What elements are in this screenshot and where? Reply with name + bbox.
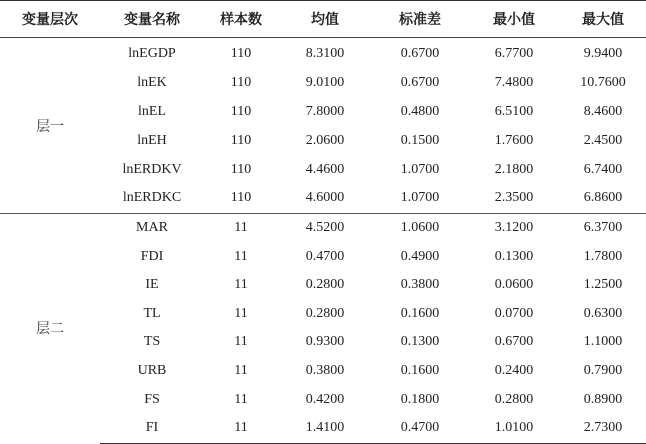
header-variable-level: 变量层次 <box>0 1 100 38</box>
variable-name-cell: lnEH <box>137 132 167 148</box>
max-cell: 6.8600 <box>583 190 623 206</box>
min-cell: 0.2400 <box>494 363 534 379</box>
max-cell: 8.4600 <box>583 103 623 119</box>
header-std-dev: 标准差 <box>372 1 468 38</box>
header-mean: 均值 <box>278 1 372 38</box>
std-dev-cell: 0.6700 <box>400 75 440 91</box>
std-dev-cell: 0.1800 <box>400 391 440 407</box>
header-min: 最小值 <box>468 1 560 38</box>
sample-size-cell: 110 <box>230 161 252 177</box>
mean-cell: 0.2800 <box>305 277 345 293</box>
sample-size-cell: 11 <box>234 363 248 379</box>
std-dev-cell: 0.1500 <box>400 132 440 148</box>
std-dev-cell: 0.4900 <box>400 248 440 264</box>
std-dev-cell: 0.1600 <box>400 363 440 379</box>
sample-size-cell: 11 <box>234 334 248 350</box>
sample-size-cell: 110 <box>230 190 252 206</box>
min-cell: 2.3500 <box>494 190 534 206</box>
sample-size-cell: 110 <box>230 75 252 91</box>
variable-name-cell: FI <box>100 414 204 443</box>
variable-name-cell: TL <box>143 305 161 321</box>
std-dev-cell: 0.6700 <box>400 46 440 62</box>
sample-size-cell: 11 <box>234 391 248 407</box>
mean-cell: 0.2800 <box>305 305 345 321</box>
min-cell: 6.7700 <box>494 46 534 62</box>
mean-cell: 0.3800 <box>305 363 345 379</box>
min-cell: 1.0100 <box>468 414 560 443</box>
mean-cell: 0.9300 <box>305 334 345 350</box>
max-cell: 2.4500 <box>583 132 623 148</box>
header-max: 最大值 <box>560 1 646 38</box>
max-cell: 6.3700 <box>560 213 646 242</box>
std-dev-cell: 0.1600 <box>400 305 440 321</box>
variable-name-cell: lnERDKV <box>122 161 182 177</box>
std-dev-cell: 1.0700 <box>400 190 440 206</box>
mean-cell: 4.4600 <box>305 161 345 177</box>
layer-label: 层二 <box>0 213 100 443</box>
max-cell: 1.1000 <box>583 334 623 350</box>
sample-size-cell: 11 <box>204 414 278 443</box>
variable-name-cell: IE <box>145 277 159 293</box>
mean-cell: 4.5200 <box>278 213 372 242</box>
min-cell: 0.0700 <box>494 305 534 321</box>
max-cell: 1.2500 <box>583 277 623 293</box>
mean-cell: 8.3100 <box>305 46 345 62</box>
std-dev-cell: 0.4800 <box>400 103 440 119</box>
sample-size-cell: 11 <box>234 277 248 293</box>
layer-label: 层一 <box>36 119 64 136</box>
variable-name-cell: MAR <box>100 213 204 242</box>
table-header <box>0 1 646 38</box>
min-cell: 0.1300 <box>494 248 534 264</box>
max-cell: 0.8900 <box>583 391 623 407</box>
variable-name-cell: lnEGDP <box>128 46 176 62</box>
table-row <box>0 213 646 242</box>
max-cell: 1.7800 <box>583 248 623 264</box>
variable-name-cell: FS <box>144 391 160 407</box>
std-dev-cell: 0.3800 <box>400 277 440 293</box>
variable-name-cell: TS <box>143 334 161 350</box>
max-cell: 0.6300 <box>583 305 623 321</box>
max-cell: 2.7300 <box>560 414 646 443</box>
sample-size-cell: 11 <box>234 248 248 264</box>
layer-two-group <box>0 213 646 443</box>
mean-cell: 2.0600 <box>305 132 345 148</box>
variable-name-cell: lnEK <box>137 75 167 91</box>
min-cell: 6.5100 <box>494 103 534 119</box>
std-dev-cell: 1.0600 <box>372 213 468 242</box>
min-cell: 3.1200 <box>468 213 560 242</box>
max-cell: 0.7900 <box>583 363 623 379</box>
sample-size-cell: 11 <box>234 305 248 321</box>
variable-name-cell: FDI <box>140 248 164 264</box>
min-cell: 0.2800 <box>494 391 534 407</box>
mean-cell: 9.0100 <box>305 75 345 91</box>
header-sample-size: 样本数 <box>204 1 278 38</box>
header-row <box>0 1 646 38</box>
mean-cell: 4.6000 <box>305 190 345 206</box>
variable-name-cell: lnERDKC <box>122 190 182 206</box>
variable-name-cell: URB <box>137 363 167 379</box>
sample-size-cell: 110 <box>230 103 252 119</box>
sample-size-cell: 110 <box>230 46 252 62</box>
table-row <box>0 38 646 69</box>
min-cell: 7.4800 <box>494 75 534 91</box>
layer-one-group <box>0 38 646 214</box>
max-cell: 6.7400 <box>583 161 623 177</box>
std-dev-cell: 1.0700 <box>400 161 440 177</box>
sample-size-cell: 110 <box>230 132 252 148</box>
min-cell: 2.1800 <box>494 161 534 177</box>
header-variable-name: 变量名称 <box>100 1 204 38</box>
min-cell: 0.6700 <box>494 334 534 350</box>
std-dev-cell: 0.4700 <box>372 414 468 443</box>
sample-size-cell: 11 <box>204 213 278 242</box>
min-cell: 1.7600 <box>494 132 534 148</box>
max-cell: 9.9400 <box>583 46 623 62</box>
mean-cell: 1.4100 <box>278 414 372 443</box>
mean-cell: 7.8000 <box>305 103 345 119</box>
mean-cell: 0.4200 <box>305 391 345 407</box>
std-dev-cell: 0.1300 <box>400 334 440 350</box>
max-cell: 10.7600 <box>580 75 626 91</box>
variable-name-cell: lnEL <box>138 103 166 119</box>
mean-cell: 0.4700 <box>305 248 345 264</box>
min-cell: 0.0600 <box>494 277 534 293</box>
